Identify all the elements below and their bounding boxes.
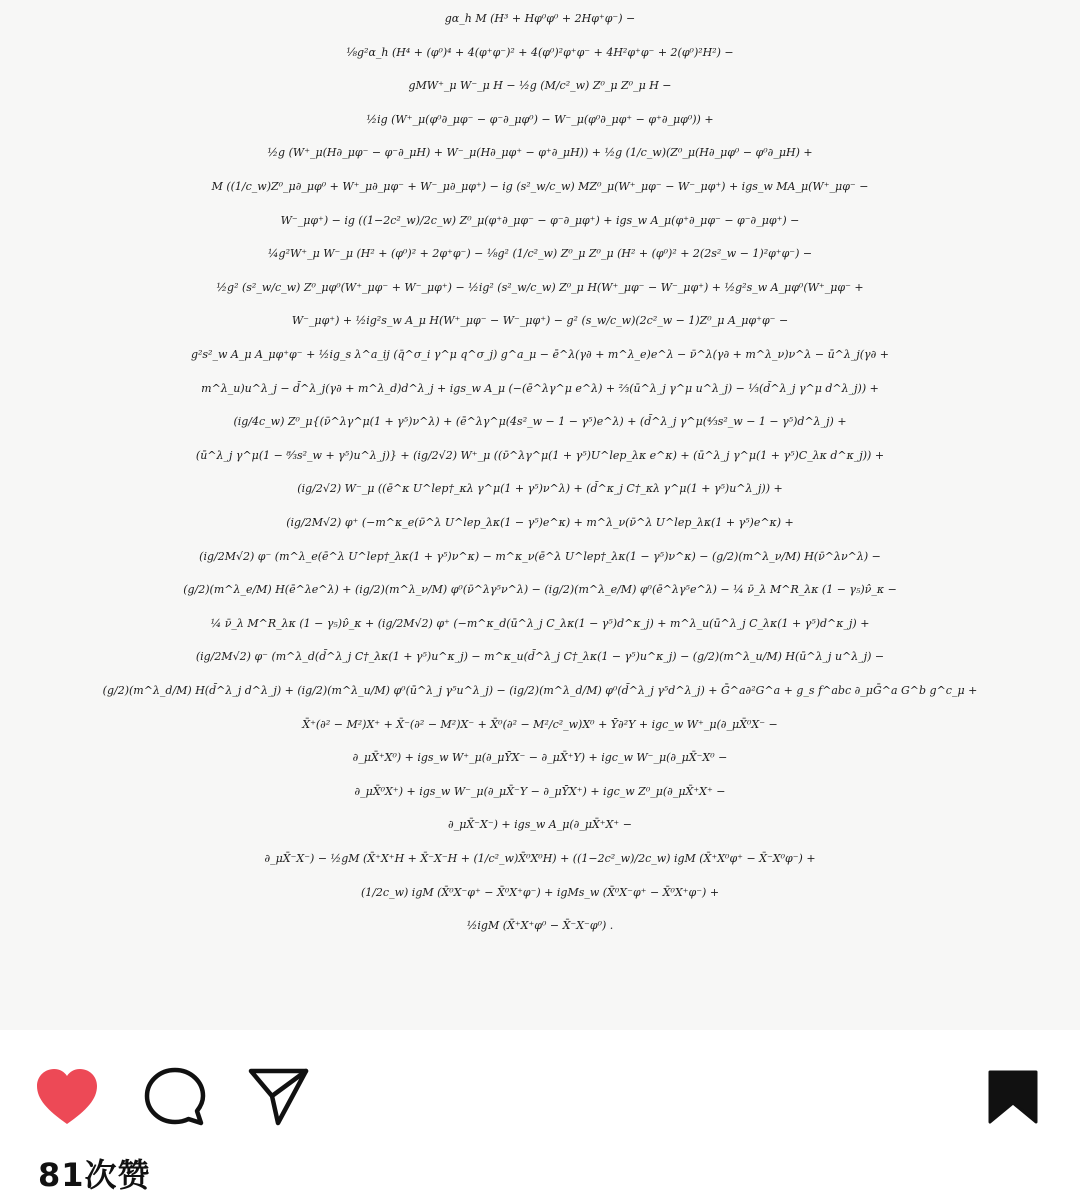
equation-line: (1/2c_w) igM (X̄⁰X⁻φ⁺ − X̄⁰X⁺φ⁻) + igMs_w (X̄⁰X⁻φ⁺ − X̄⁰X⁺φ⁻) + bbox=[360, 885, 720, 899]
equation-line: ∂_μX̄⁰X⁺) + igs_w W⁻_μ(∂_μX̄⁻Y − ∂_μȲX⁺) + igc_w Z⁰_μ(∂_μX̄⁺X⁺ − bbox=[354, 784, 726, 798]
equation-line: (ig/4c_w) Z⁰_μ{(ν̄^λγ^μ(1 + γ⁵)ν^λ) + (ē^λγ^μ(4s²_w − 1 − γ⁵)e^λ) + (d̄^λ_j γ^μ(⁴⁄₃s²_w − 1 − γ⁵)d^λ_j) + bbox=[233, 415, 847, 429]
equation-line: ½ig (W⁺_μ(φ⁰∂_μφ⁻ − φ⁻∂_μφ⁰) − W⁻_μ(φ⁰∂_μφ⁺ − φ⁺∂_μφ⁰)) + bbox=[366, 112, 714, 126]
bookmark-icon bbox=[987, 1069, 1039, 1125]
send-icon bbox=[248, 1066, 310, 1128]
equation-line: ∂_μX̄⁻X⁻) − ½gM (X̄⁺X⁺H + X̄⁻X⁻H + (1/c²_w)X̄⁰X⁰H) + ((1−2c²_w)/2c_w) igM (X̄⁺X⁰φ⁺ − X̄⁻X⁰φ⁻) + bbox=[264, 852, 816, 865]
equation-line: (ig/2M√2) φ⁺ (−m^κ_e(ν̄^λ U^lep_λκ(1 − γ⁵)e^κ) + m^λ_ν(ν̄^λ U^lep_λκ(1 + γ⁵)e^κ) + bbox=[286, 516, 794, 529]
equation-line: (g/2)(m^λ_e/M) H(ē^λe^λ) + (ig/2)(m^λ_ν/M) φ⁰(ν̄^λγ⁵ν^λ) − (ig/2)(m^λ_e/M) φ⁰(ē^λγ⁵e^λ) − ¼ ν̄_λ M^R_λκ (1 − γ₅)ν̂_κ − bbox=[183, 583, 897, 597]
save-button[interactable] bbox=[978, 1062, 1048, 1132]
equation-line: ∂_μX̄⁻X⁻) + igs_w A_μ(∂_μX̄⁺X⁺ − bbox=[448, 818, 632, 832]
equation-line: ½g² (s²_w/c_w) Z⁰_μφ⁰(W⁺_μφ⁻ + W⁻_μφ⁺) − ½ig² (s²_w/c_w) Z⁰_μ H(W⁺_μφ⁻ − W⁻_μφ⁺) + ½g²s_w A_μφ⁰(W⁺_μφ⁻ + bbox=[216, 280, 864, 294]
equation-line: gα_h M (H³ + Hφ⁰φ⁰ + 2Hφ⁺φ⁻) − bbox=[444, 12, 636, 25]
equation-line: (ig/2M√2) φ⁻ (m^λ_d(d̄^λ_j C†_λκ(1 + γ⁵)u^κ_j) − m^κ_u(d̄^λ_j C†_λκ(1 − γ⁵)u^κ_j) − (g/2)(m^λ_u/M) H(ū^λ_j u^λ_j) − bbox=[195, 650, 885, 664]
equation-line: (ig/2√2) W⁻_μ ((ē^κ U^lep†_κλ γ^μ(1 + γ⁵)ν^λ) + (d̄^κ_j C†_κλ γ^μ(1 + γ⁵)u^λ_j)) + bbox=[297, 482, 783, 496]
equation-line: (g/2)(m^λ_d/M) H(d̄^λ_j d^λ_j) + (ig/2)(m^λ_u/M) φ⁰(ū^λ_j γ⁵u^λ_j) − (ig/2)(m^λ_d/M) φ⁰(d̄^λ_j γ⁵d^λ_j) + Ḡ^a∂²G^a + g_s f^abc ∂_μḠ^a G^b g^c_μ + bbox=[102, 684, 978, 697]
like-button[interactable] bbox=[32, 1062, 102, 1132]
equation-line: (ig/2M√2) φ⁻ (m^λ_e(ē^λ U^lep†_λκ(1 + γ⁵)ν^κ) − m^κ_ν(ē^λ U^lep†_λκ(1 − γ⁵)ν^κ) − (g/2)(m^λ_ν/M) H(ν̄^λν^λ) − bbox=[199, 549, 881, 563]
heart-icon bbox=[35, 1068, 99, 1126]
equation-line: ¼g²W⁺_μ W⁻_μ (H² + (φ⁰)² + 2φ⁺φ⁻) − ⅛g² (1/c²_w) Z⁰_μ Z⁰_μ (H² + (φ⁰)² + 2(2s²_w − 1)²φ⁺φ⁻) − bbox=[267, 247, 813, 261]
equation-line: X̄⁺(∂² − M²)X⁺ + X̄⁻(∂² − M²)X⁻ + X̄⁰(∂² − M²/c²_w)X⁰ + Ȳ∂²Y + igc_w W⁺_μ(∂_μX̄⁰X⁻ − bbox=[302, 717, 778, 731]
equation-line: ½g (W⁺_μ(H∂_μφ⁻ − φ⁻∂_μH) + W⁻_μ(H∂_μφ⁺ − φ⁺∂_μH)) + ½g (1/c_w)(Z⁰_μ(H∂_μφ⁰ − φ⁰∂_μH) + bbox=[267, 146, 813, 160]
comment-icon bbox=[144, 1066, 206, 1128]
equation-line: ⅛g²α_h (H⁴ + (φ⁰)⁴ + 4(φ⁺φ⁻)² + 4(φ⁰)²φ⁺φ⁻ + 4H²φ⁺φ⁻ + 2(φ⁰)²H²) − bbox=[346, 45, 734, 59]
equation-line: W⁻_μφ⁺) − ig ((1−2c²_w)/2c_w) Z⁰_μ(φ⁺∂_μφ⁻ − φ⁻∂_μφ⁺) + igs_w A_μ(φ⁺∂_μφ⁻ − φ⁻∂_μφ⁺) − bbox=[280, 213, 800, 227]
equation-line: ∂_μX̄⁺X⁰) + igs_w W⁺_μ(∂_μȲX⁻ − ∂_μX̄⁺Y) + igc_w W⁻_μ(∂_μX̄⁻X⁰ − bbox=[352, 751, 728, 765]
equation-line: ½igM (X̄⁺X⁺φ⁰ − X̄⁻X⁻φ⁰) . bbox=[466, 919, 614, 933]
post-action-bar bbox=[0, 1030, 1080, 1140]
equation-line: m^λ_u)u^λ_j − d̄^λ_j(γ∂ + m^λ_d)d^λ_j + igs_w A_μ (−(ē^λγ^μ e^λ) + ⅔(ū^λ_j γ^μ u^λ_j) − ⅓(d̄^λ_j γ^μ d^λ_j)) + bbox=[201, 381, 879, 395]
equation-line: (ū^λ_j γ^μ(1 − ⁸⁄₃s²_w + γ⁵)u^λ_j)} + (ig/2√2) W⁺_μ ((ν̄^λγ^μ(1 + γ⁵)U^lep_λκ e^κ) + (ū^λ_j γ^μ(1 + γ⁵)C_λκ d^κ_j)) + bbox=[195, 448, 885, 462]
equation-line: gMW⁺_μ W⁻_μ H − ½g (M/c²_w) Z⁰_μ Z⁰_μ H − bbox=[408, 79, 672, 93]
equation-line: g²s²_w A_μ A_μφ⁺φ⁻ + ½ig_s λ^a_ij (q̄^σ_i γ^μ q^σ_j) g^a_μ − ē^λ(γ∂ + m^λ_e)e^λ − ν̄^λ(γ∂ + m^λ_ν)ν^λ − ū^λ_j(γ∂ + bbox=[190, 348, 890, 361]
share-button[interactable] bbox=[244, 1062, 314, 1132]
comment-button[interactable] bbox=[140, 1062, 210, 1132]
equation-line: M ((1/c_w)Z⁰_μ∂_μφ⁰ + W⁺_μ∂_μφ⁻ + W⁻_μ∂_μφ⁺) − ig (s²_w/c_w) MZ⁰_μ(W⁺_μφ⁻ − W⁻_μφ⁺) + igs_w MA_μ(W⁺_μφ⁻ − bbox=[211, 180, 869, 193]
equation-line: ¼ ν̄_λ M^R_λκ (1 − γ₅)ν̂_κ + (ig/2M√2) φ⁺ (−m^κ_d(ū^λ_j C_λκ(1 − γ⁵)d^κ_j) + m^λ_u(ū^λ_j C_λκ(1 + γ⁵)d^κ_j) + bbox=[210, 616, 870, 630]
equation-line: W⁻_μφ⁺) + ½ig²s_w A_μ H(W⁺_μφ⁻ − W⁻_μφ⁺) − g² (s_w/c_w)(2c²_w − 1)Z⁰_μ A_μφ⁺φ⁻ − bbox=[291, 314, 789, 328]
like-count[interactable]: 81次赞 bbox=[38, 1156, 151, 1194]
